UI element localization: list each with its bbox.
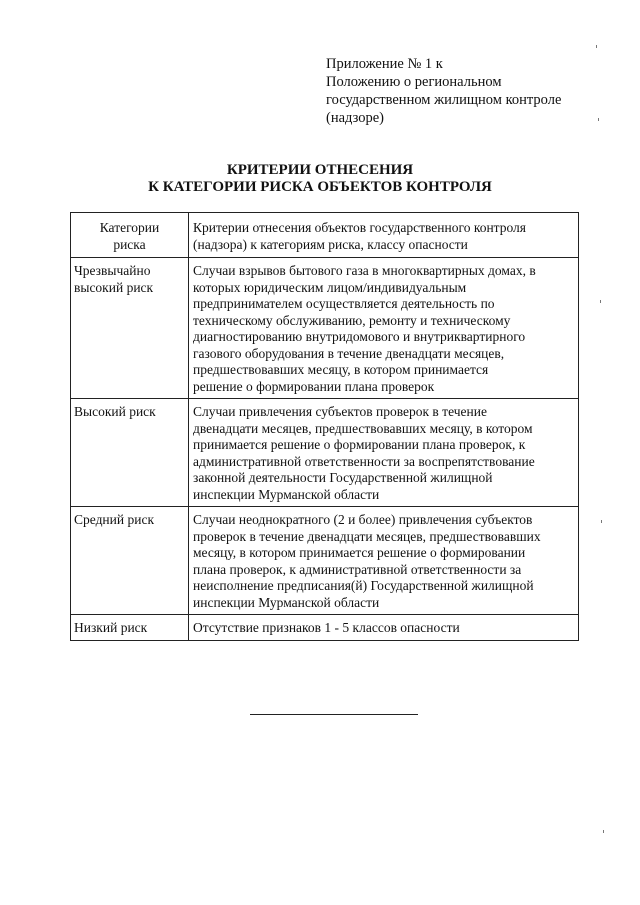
- title-line-1: КРИТЕРИИ ОТНЕСЕНИЯ: [226, 162, 414, 178]
- annex-line: (надзоре): [326, 110, 384, 126]
- scan-speck: [600, 300, 601, 303]
- table-row: [71, 615, 579, 641]
- annex-line: Положению о региональном: [326, 74, 502, 90]
- table-header-row: [71, 213, 579, 258]
- scan-speck: [601, 520, 602, 523]
- risk-criteria-table: [70, 212, 579, 641]
- category-cell: Средний риск: [71, 507, 189, 615]
- signature-rule: [250, 714, 418, 715]
- category-cell: Высокий риск: [71, 399, 189, 507]
- table-row: [71, 258, 579, 399]
- document-title: [0, 162, 640, 196]
- annex-line: государственном жилищном контроле: [326, 92, 562, 108]
- scan-speck: [596, 45, 597, 48]
- criteria-cell: Случаи неоднократного (2 и более) привлечения субъектов проверок в течение двенадцати месяцев, предшествовавших месяцу, в котором принимается решение о формировании плана проверок, к административной ответственности за неисполнение предписания(й) Государственной жилищной инспекции Мурманской области: [189, 507, 579, 615]
- category-cell: Чрезвычайно высокий риск: [71, 258, 189, 399]
- criteria-cell: Случаи привлечения субъектов проверок в течение двенадцати месяцев, предшествовавших месяцу, в котором принимается решение о формировании плана проверок, к административной ответственности за воспрепятствование законной деятельности Государственной жилищной инспекции Мурманской области: [189, 399, 579, 507]
- header-criteria: Критерии отнесения объектов государственного контроля (надзора) к категориям риска, классу опасности: [189, 213, 579, 258]
- scan-speck: [603, 830, 604, 833]
- category-cell: Низкий риск: [71, 615, 189, 641]
- annex-line: Приложение № 1 к: [326, 56, 443, 72]
- criteria-cell: Случаи взрывов бытового газа в многоквартирных домах, в которых юридическим лицом/индивидуальным предпринимателем осуществляется деятельность по техническому обслуживанию, ремонту и техническому диагностированию внутридомового и внутриквартирного газового оборудования в течение двенадцати месяцев, предшествовавших месяцу, в котором принимается решение о формировании плана проверок: [189, 258, 579, 399]
- table-row: [71, 507, 579, 615]
- header-category: Категории риска: [71, 213, 189, 258]
- criteria-cell: Отсутствие признаков 1 - 5 классов опасности: [189, 615, 579, 641]
- scan-speck: [598, 118, 599, 121]
- table-row: [71, 399, 579, 507]
- title-line-2: К КАТЕГОРИИ РИСКА ОБЪЕКТОВ КОНТРОЛЯ: [148, 179, 492, 195]
- annex-reference: [326, 55, 561, 127]
